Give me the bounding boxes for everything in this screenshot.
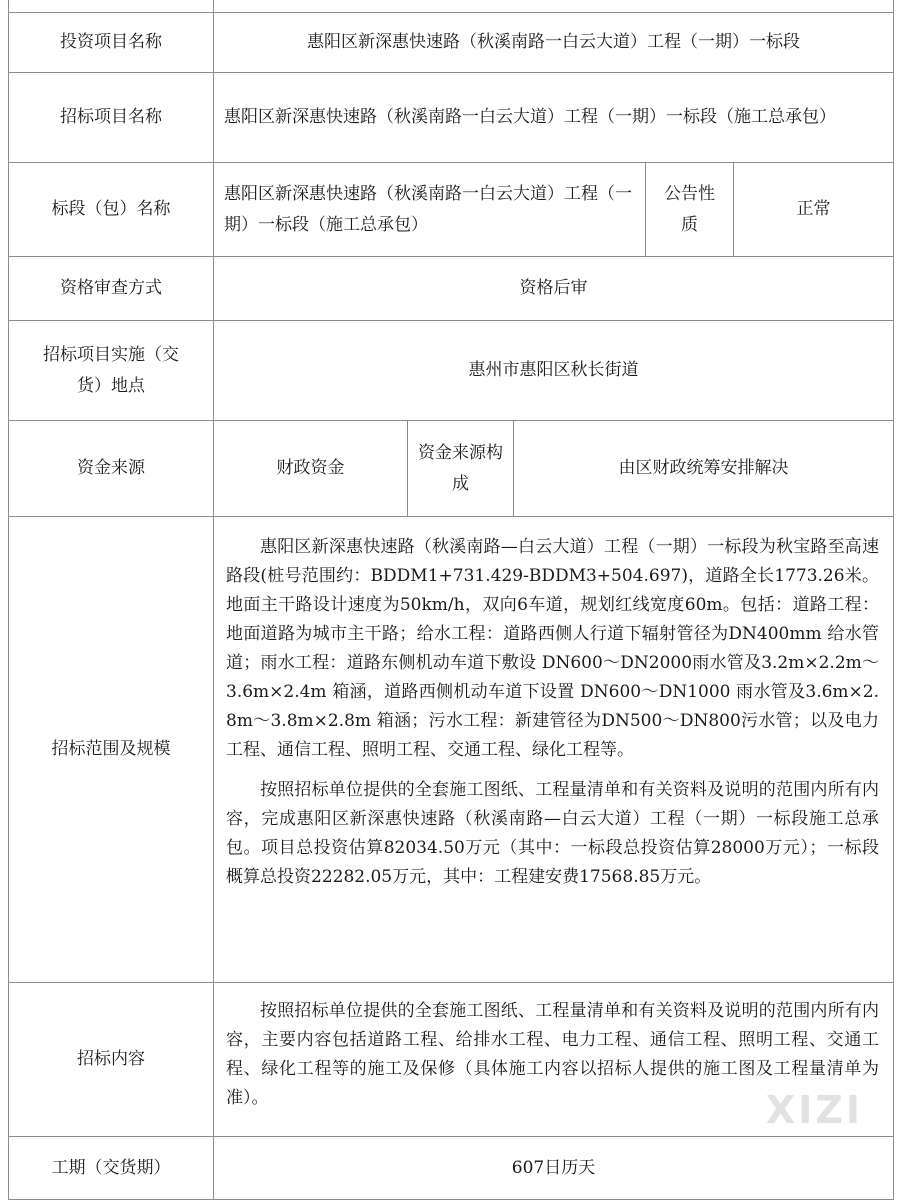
watermark-logo: XIZI [765,1088,863,1132]
lot-name-value: 惠阳区新深惠快速路（秋溪南路一白云大道）工程（一期）一标段（施工总承包） [213,162,645,256]
tender-project-value: 惠阳区新深惠快速路（秋溪南路一白云大道）工程（一期）一标段（施工总承包） [213,72,894,162]
qualification-value: 资格后审 [213,256,894,320]
notice-nature-value: 正常 [733,162,894,256]
tender-info-table [8,0,894,1200]
location-label: 招标项目实施（交货）地点 [8,320,213,420]
funding-value: 财政资金 [213,420,407,516]
location-value: 惠州市惠阳区秋长街道 [213,320,894,420]
scope-value [213,516,894,982]
investment-project-label: 投资项目名称 [8,12,213,72]
notice-nature-label: 公告性质 [645,162,733,256]
top-sliver-value [213,0,894,12]
content-label: 招标内容 [8,982,213,1136]
tender-project-label: 招标项目名称 [8,72,213,162]
qualification-label: 资格审查方式 [8,256,213,320]
lot-name-label: 标段（包）名称 [8,162,213,256]
scope-paragraph-1: 惠阳区新深惠快速路（秋溪南路—白云大道）工程（一期）一标段为秋宝路至高速路段(桩号范围约：BDDM1+731.429-BDDM3+504.697)，道路全长1773.26米。地面主干路设计速度为50km/h，双向6车道，规划红线宽度60m。包括：道路工程：地面道路为城市主干路；给水工程：道路西侧人行道下辐射管径为DN400mm 给水管道；雨水工程：道路东侧机动车道下敷设 DN600～DN2000雨水管及3.2m×2.2m～3.6m×2.4m 箱涵，道路西侧机动车道下设置 DN600～DN1000 雨水管及3.6m×2.8m～3.8m×2.8m 箱涵；污水工程：新建管径为DN500～DN800污水管；以及电力工程、通信工程、照明工程、交通工程、绿化工程等。 [226,537,879,760]
funding-label: 资金来源 [8,420,213,516]
scope-paragraph-2: 按照招标单位提供的全套施工图纸、工程量清单和有关资料及说明的范围内所有内容，完成惠阳区新深惠快速路（秋溪南路—白云大道）工程（一期）一标段施工总承包。项目总投资估算82034.50万元（其中：一标段总投资估算28000万元）；一标段概算总投资22282.05万元，其中：工程建安费17568.85万元。 [226,780,879,887]
investment-project-value: 惠阳区新深惠快速路（秋溪南路一白云大道）工程（一期）一标段 [213,12,894,72]
funding-structure-label: 资金来源构成 [407,420,513,516]
content-paragraph: 按照招标单位提供的全套施工图纸、工程量清单和有关资料及说明的范围内所有内容，主要内容包括道路工程、给排水工程、电力工程、通信工程、照明工程、交通工程、绿化工程等的施工及保修（具体施工内容以招标人提供的施工图及工程量清单为准）。 [226,1001,879,1108]
duration-value: 607日历天 [213,1136,894,1200]
duration-label: 工期（交货期） [8,1136,213,1200]
funding-structure-value: 由区财政统筹安排解决 [513,420,894,516]
scope-label: 招标范围及规模 [8,516,213,982]
top-sliver-label [8,0,213,12]
